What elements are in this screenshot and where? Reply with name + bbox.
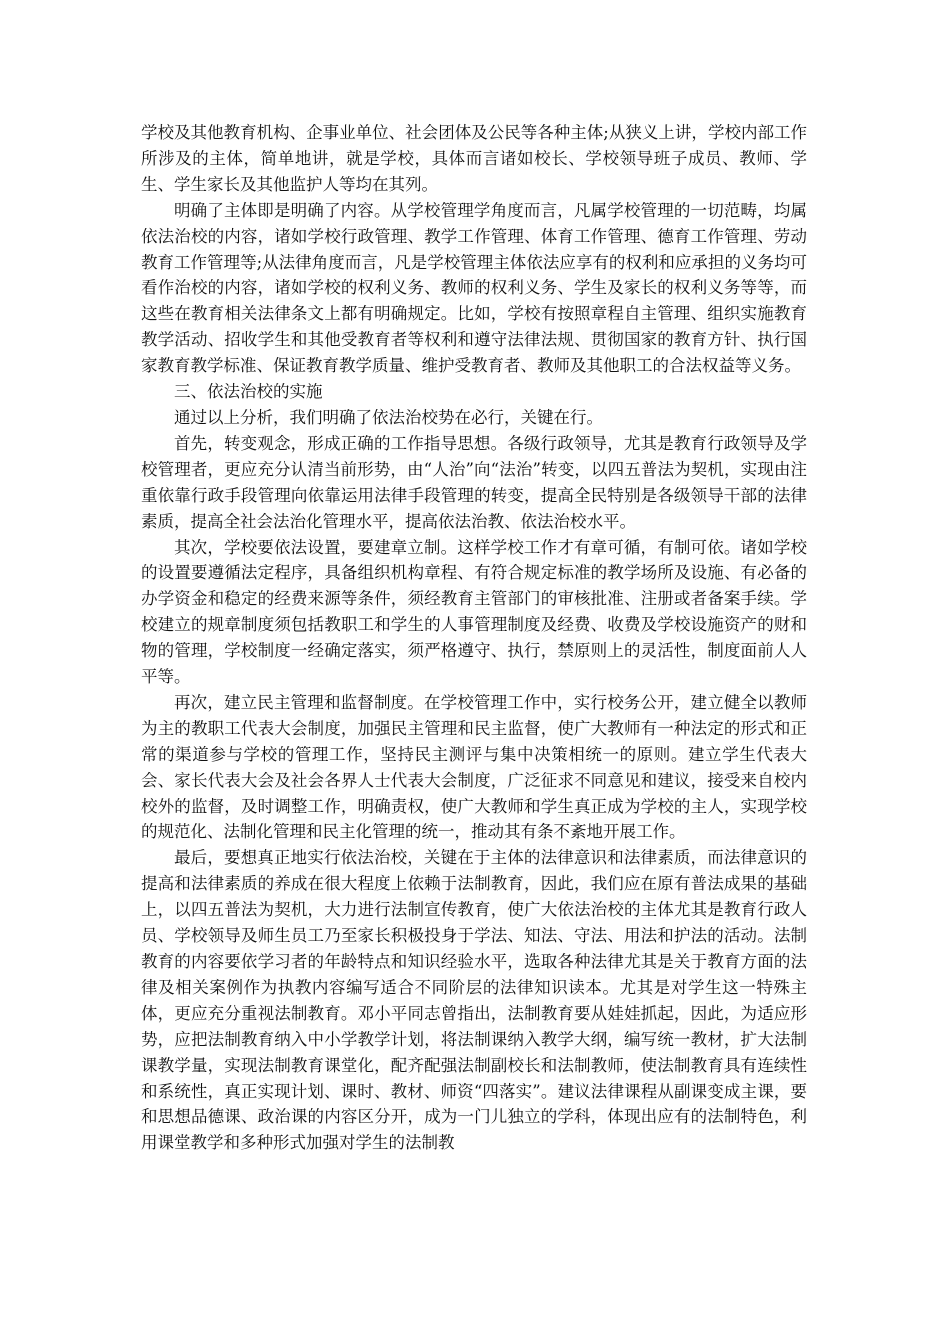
section-heading-implementation: 三、依法治校的实施 (174, 382, 323, 402)
paragraph-second-point: 其次，学校要依法设置，要建章立制。这样学校工作才有章可循，有制可依。诸如学校的设置要遵循法定程序，具备组织机构章程、有符合规定标准的教学场所及设施、有必备的办学资金和稳定的经费来源等条件，须经教育主管部门的审核批准、注册或者备案手续。学校建立的规章制度须包括教职工和学生的人事管理制度及经费、收费及学校设施资产的财和物的管理，学校制度一经确定落实，须严格遵守、执行，禁原则上的灵活性，制度面前人人平等。 (141, 537, 807, 687)
paragraph-third-point: 再次，建立民主管理和监督制度。在学校管理工作中，实行校务公开，建立健全以教师为主的教职工代表大会制度，加强民主管理和民主监督，使广大教师有一种法定的形式和正常的渠道参与学校的管理工作，坚持民主测评与集中决策相统一的原则。建立学生代表大会、家长代表大会及社会各界人士代表大会制度，广泛征求不同意见和建议，接受来自校内校外的监督，及时调整工作，明确责权，使广大教师和学生真正成为学校的主人，实现学校的规范化、法制化管理和民主化管理的统一，推动其有条不紊地开展工作。 (141, 692, 807, 842)
paragraph-first-point: 首先，转变观念，形成正确的工作指导思想。各级行政领导，尤其是教育行政领导及学校管理者，更应充分认清当前形势，由“人治”向“法治”转变，以四五普法为契机，实现由注重依靠行政手段管理向依靠运用法律手段管理的转变，提高全民特别是各级领导干部的法律素质，提高全社会法治化管理水平，提高依法治教、依法治校水平。 (141, 433, 807, 531)
paragraph-final-point: 最后，要想真正地实行依法治校，关键在于主体的法律意识和法律素质，而法律意识的提高和法律素质的养成在很大程度上依赖于法制教育，因此，我们应在原有普法成果的基础上，以四五普法为契机，大力进行法制宣传教育，使广大依法治校的主体尤其是教育行政人员、学校领导及师生员工乃至家长积极投身于学法、知法、守法、用法和护法的活动。法制教育的内容要依学习者的年龄特点和知识经验水平，选取各种法律尤其是关于教育方面的法律及相关案例作为执教内容编写适合不同阶层的法律知识读本。尤其是对学生这一特殊主体，更应充分重视法制教育。邓小平同志曾指出，法制教育要从娃娃抓起，因此，为适应形势，应把法制教育纳入中小学教学计划，将法制课纳入教学大纲，编写统一教材，扩大法制课教学量，实现法制教育课堂化，配齐配强法制副校长和法制教师，使法制教育具有连续性和系统性，真正实现计划、课时、教材、师资“四落实”。建议法律课程从副课变成主课，要和思想品德课、政治课的内容区分开，成为一门儿独立的学科，体现出应有的法制特色，利用课堂教学和多种形式加强对学生的法制教 (141, 848, 807, 1153)
paragraph-intro-analysis: 通过以上分析，我们明确了依法治校势在必行，关键在行。 (174, 407, 603, 427)
document-page (141, 120, 807, 1156)
paragraph-subjects-continued: 学校及其他教育机构、企事业单位、社会团体及公民等各种主体;从狭义上讲，学校内部工作所涉及的主体，简单地讲，就是学校，具体而言诸如校长、学校领导班子成员、教师、学生、学生家长及其他监护人等均在其列。 (141, 123, 807, 194)
paragraph-content-scope: 明确了主体即是明确了内容。从学校管理学角度而言，凡属学校管理的一切范畴，均属依法治校的内容，诸如学校行政管理、教学工作管理、体育工作管理、德育工作管理、劳动教育工作管理等;从法律角度而言，凡是学校管理主体依法应享有的权利和应承担的义务均可看作治校的内容，诸如学校的权利义务、教师的权利义务、学生及家长的权利义务等等，而这些在教育相关法律条文上都有明确规定。比如，学校有按照章程自主管理、组织实施教育教学活动、招收学生和其他受教育者等权利和遵守法律法规、贯彻国家的教育方针、执行国家教育教学标准、保证教育教学质量、维护受教育者、教师及其他职工的合法权益等义务。 (141, 200, 807, 376)
